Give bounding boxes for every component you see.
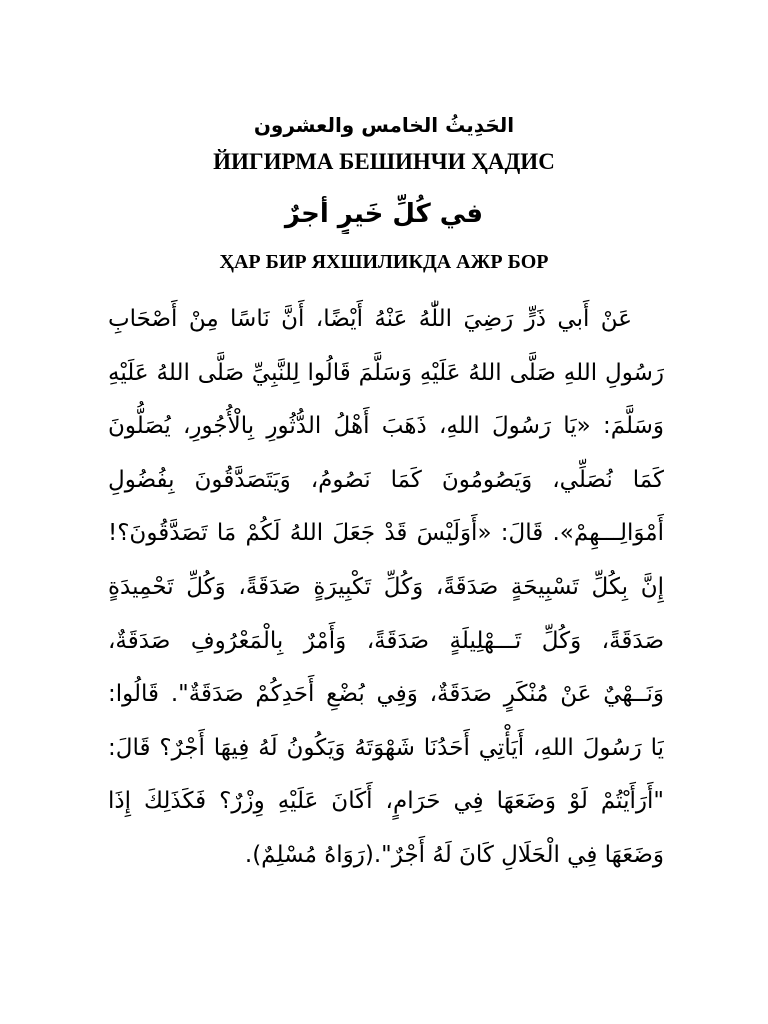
hadith-text-line: إِنَّ بِكُلِّ تَسْبِيحَةٍ صَدَقَةً، وَكُلِّ تَكْبِيرَةٍ صَدَقَةً، وَكُلِّ تَحْمِيدَةٍ	[108, 573, 664, 600]
hadith-number-heading-arabic: الحَدِيثُ الخامس والعشرون	[253, 113, 515, 137]
hadith-text-line: وَنَــهْيٌ عَنْ مُنْكَرٍ صَدَقَةٌ، وَفِي بُضْعِ أَحَدِكُمْ صَدَقَةٌ". قَالُوا:	[108, 681, 664, 708]
hadith-text-line: صَدَقَةً، وَكُلِّ تَـــهْلِيلَةٍ صَدَقَةً، وَأَمْرٌ بِالْمَعْرُوفِ صَدَقَةٌ،	[108, 627, 664, 654]
hadith-text-line: كَمَا نُصَلِّي، وَيَصُومُونَ كَمَا نَصُومُ، وَيَتَصَدَّقُونَ بِفُضُولِ	[108, 466, 664, 493]
hadith-title-uzbek: ҲАР БИР ЯХШИЛИКДА АЖР БОР	[219, 251, 549, 273]
hadith-text-line: وَضَعَهَا فِي الْحَلَالِ كَانَ لَهُ أَجْرٌ".(رَوَاهُ مُسْلِمٌ).	[244, 841, 664, 868]
hadith-text-line: رَسُولِ اللهِ صَلَّى اللهُ عَلَيْهِ وَسَلَّمَ قَالُوا لِلنَّبِيِّ صَلَّى اللهُ عَلَيْهِ	[108, 359, 664, 386]
hadith-text	[108, 293, 664, 883]
hadith-number-heading-uzbek: ЙИГИРМА БЕШИНЧИ ҲАДИС	[213, 149, 555, 174]
hadith-title-arabic: في كُلِّ خَيرٍ أجرٌ	[284, 199, 484, 229]
hadith-text-line: يَا رَسُولَ اللهِ، أَيَأْتِي أَحَدُنَا شَهْوَتَهُ وَيَكُونُ لَهُ فِيهَا أَجْرٌ؟ قَالَ:	[108, 734, 664, 761]
hadith-text-line: أَمْوَالِـــهِمْ». قَالَ: «أَوَلَيْسَ قَدْ جَعَلَ اللهُ لَكُمْ مَا تَصَدَّقُونَ؟!	[108, 520, 664, 547]
hadith-text-line: "أَرَأَيْتُمْ لَوْ وَضَعَهَا فِي حَرَامٍ، أَكَانَ عَلَيْهِ وِزْرٌ؟ فَكَذَلِكَ إِذَا	[108, 788, 664, 815]
hadith-text-line: وَسَلَّمَ: «يَا رَسُولَ اللهِ، ذَهَبَ أَهْلُ الدُّثُورِ بِالْأُجُورِ، يُصَلُّونَ	[108, 413, 664, 440]
hadith-text-line: عَنْ أَبي ذَرٍّ رَضِيَ اللّٰهُ عَنْهُ أَيْضًا، أَنَّ نَاسًا مِنْ أَصْحَابِ	[108, 306, 632, 332]
